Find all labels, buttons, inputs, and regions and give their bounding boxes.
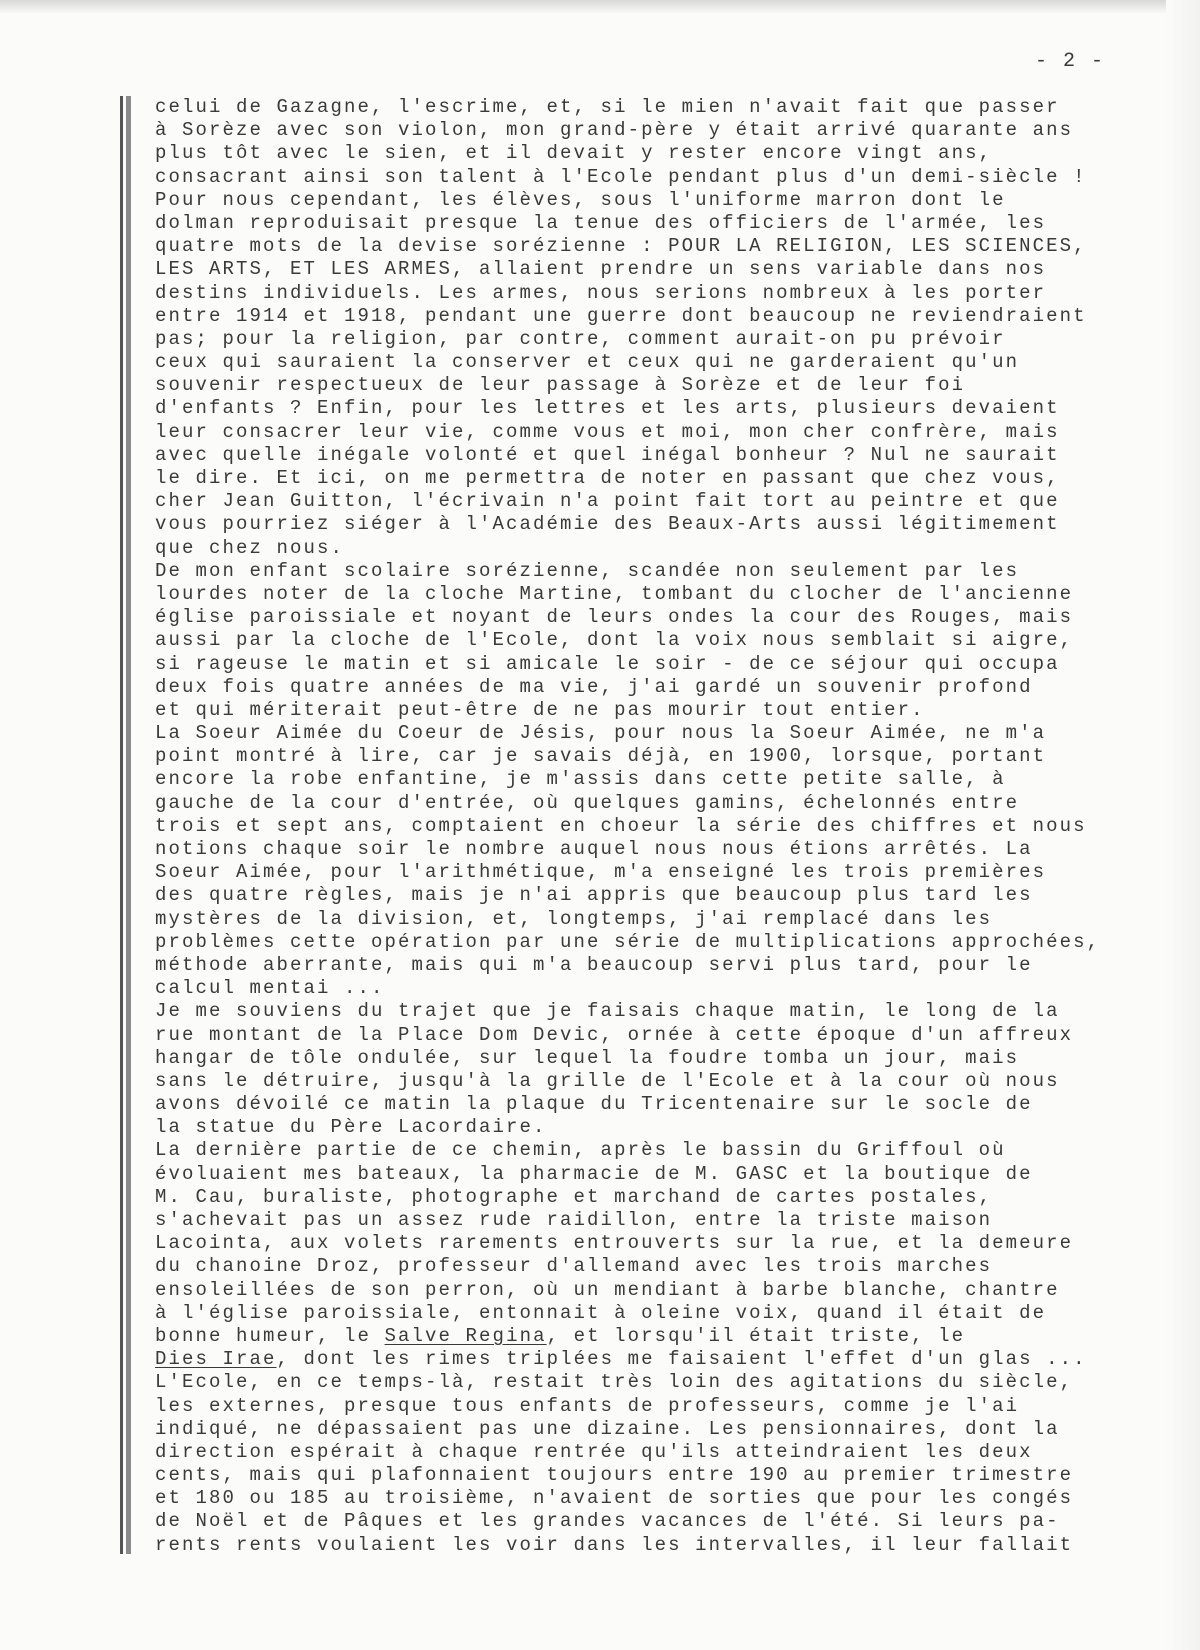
- text-line: gauche de la cour d'entrée, où quelques gamins, échelonnés entre: [155, 791, 1020, 814]
- text-line: si rageuse le matin et si amicale le soir - de ce séjour qui occupa: [155, 652, 1060, 675]
- text-line: L'Ecole, en ce temps-là, restait très loin des agitations du siècle,: [155, 1371, 1074, 1394]
- text-line: rents rents voulaient les voir dans les intervalles, il leur fallait: [155, 1533, 1074, 1556]
- text-line: s'achevait pas un assez rude raidillon, entre la triste maison: [155, 1209, 993, 1231]
- text-line: Soeur Aimée, pour l'arithmétique, m'a enseigné les trois premières: [155, 861, 1047, 884]
- margin-revision-bar-inner: [126, 96, 131, 1554]
- text-line: notions chaque soir le nombre auquel nous nous étions arrêtés. La: [155, 838, 1033, 860]
- text-line: calcul mentai ...: [155, 977, 385, 1000]
- text-line: consacrant ainsi son talent à l'Ecole pendant plus d'un demi-siècle !: [155, 165, 1087, 188]
- text-line: église paroissiale et noyant de leurs ondes la cour des Rouges, mais: [155, 606, 1074, 629]
- underlined-title: Salve Regina: [384, 1324, 547, 1347]
- text-line: de Noël et de Pâques et les grandes vacances de l'été. Si leurs pa-: [155, 1510, 1060, 1533]
- text-line: à Sorèze avec son violon, mon grand-père y était arrivé quarante ans: [155, 119, 1074, 142]
- text-line: cents, mais qui plafonnaient toujours entre 190 au premier trimestre: [155, 1464, 1074, 1487]
- text-line: M. Cau, buraliste, photographe et marchand de cartes postales,: [155, 1185, 993, 1208]
- margin-revision-bar: [120, 96, 123, 1554]
- text-line: De mon enfant scolaire sorézienne, scandée non seulement par les: [155, 559, 1020, 582]
- text-line: Pour nous cependant, les élèves, sous l'uniforme marron dont le: [155, 188, 1006, 211]
- text-line: Lacointa, aux volets rarements entrouverts sur la rue, et la demeure: [155, 1232, 1074, 1255]
- text-line: hangar de tôle ondulée, sur lequel la foudre tomba un jour, mais: [155, 1046, 1020, 1069]
- text-line: la statue du Père Lacordaire.: [155, 1116, 547, 1139]
- text-line: point montré à lire, car je savais déjà, en 1900, lorsque, portant: [155, 745, 1047, 768]
- text-line: que chez nous.: [155, 536, 345, 559]
- text-line: pas; pour la religion, par contre, comment aurait-on pu prévoir: [155, 327, 1006, 350]
- text-line: dolman reproduisait presque la tenue des officiers de l'armée, les: [155, 211, 1047, 234]
- text-line: avons dévoilé ce matin la plaque du Tricentenaire sur le socle de: [155, 1093, 1033, 1116]
- body-text: [155, 96, 1100, 1557]
- text-line: La dernière partie de ce chemin, après le bassin du Griffoul où: [155, 1139, 1006, 1162]
- text-line: problèmes cette opération par une série de multiplications approchées,: [155, 930, 1101, 953]
- text-line: méthode aberrante, mais qui m'a beaucoup servi plus tard, pour le: [155, 953, 1033, 976]
- text-line: ceux qui sauraient la conserver et ceux qui ne garderaient qu'un: [155, 351, 1020, 374]
- text-line: cher Jean Guitton, l'écrivain n'a point fait tort au peintre et que: [155, 490, 1060, 513]
- text-line: mystères de la division, et, longtemps, j'ai remplacé dans les: [155, 907, 993, 930]
- text-line: souvenir respectueux de leur passage à Sorèze et de leur foi: [155, 374, 966, 397]
- scan-right-edge: [1166, 0, 1200, 1650]
- text-line: destins individuels. Les armes, nous serions nombreux à les porter: [155, 281, 1047, 304]
- text-line: encore la robe enfantine, je m'assis dans cette petite salle, à: [155, 768, 1006, 791]
- text-line: Je me souviens du trajet que je faisais chaque matin, le long de la: [155, 1000, 1060, 1023]
- text-line: deux fois quatre années de ma vie, j'ai gardé un souvenir profond: [155, 675, 1033, 698]
- text-line: bonne humeur, le Salve Regina, et lorsqu'il était triste, le: [155, 1324, 966, 1347]
- text-line: direction espérait à chaque rentrée qu'ils atteindraient les deux: [155, 1440, 1033, 1463]
- text-line: leur consacrer leur vie, comme vous et moi, mon cher confrère, mais: [155, 420, 1060, 443]
- text-line: à l'église paroissiale, entonnait à oleine voix, quand il était de: [155, 1301, 1047, 1324]
- text-line: lourdes noter de la cloche Martine, tombant du clocher de l'ancienne: [155, 582, 1074, 605]
- text-line: LES ARTS, ET LES ARMES, allaient prendre un sens variable dans nos: [155, 258, 1047, 281]
- text-line: sans le détruire, jusqu'à la grille de l'Ecole et à la cour où nous: [155, 1069, 1060, 1092]
- text-line: trois et sept ans, comptaient en choeur la série des chiffres et nous: [155, 814, 1087, 837]
- text-line: rue montant de la Place Dom Devic, ornée à cette époque d'un affreux: [155, 1023, 1074, 1046]
- text-line: d'enfants ? Enfin, pour les lettres et les arts, plusieurs devaient: [155, 397, 1060, 420]
- text-line: Dies Irae, dont les rimes triplées me faisaient l'effet d'un glas ...: [155, 1348, 1087, 1371]
- text-line: aussi par la cloche de l'Ecole, dont la voix nous semblait si aigre,: [155, 629, 1074, 652]
- page-number: - 2 -: [1035, 50, 1106, 73]
- text-line: et qui mériterait peut-être de ne pas mourir tout entier.: [155, 698, 925, 721]
- text-line: avec quelle inégale volonté et quel inégal bonheur ? Nul ne saurait: [155, 443, 1060, 466]
- text-line: indiqué, ne dépassaient pas une dizaine. Les pensionnaires, dont la: [155, 1417, 1060, 1440]
- text-line: et 180 ou 185 au troisième, n'avaient de sorties que pour les congés: [155, 1487, 1074, 1510]
- text-line: des quatre règles, mais je n'ai appris que beaucoup plus tard les: [155, 884, 1033, 907]
- text-line: quatre mots de la devise sorézienne : POUR LA RELIGION, LES SCIENCES,: [155, 235, 1087, 258]
- text-line: ensoleillées de son perron, où un mendiant à barbe blanche, chantre: [155, 1278, 1060, 1301]
- text-line: plus tôt avec le sien, et il devait y rester encore vingt ans,: [155, 142, 993, 165]
- text-line: entre 1914 et 1918, pendant une guerre dont beaucoup ne reviendraient: [155, 304, 1087, 327]
- underlined-title: Dies Irae: [155, 1348, 277, 1371]
- text-line: du chanoine Droz, professeur d'allemand avec les trois marches: [155, 1255, 993, 1278]
- text-line: le dire. Et ici, on me permettra de noter en passant que chez vous,: [155, 467, 1060, 489]
- text-line: évoluaient mes bateaux, la pharmacie de M. GASC et la boutique de: [155, 1162, 1033, 1185]
- scan-top-shadow: [0, 0, 1200, 14]
- text-line: vous pourriez siéger à l'Académie des Beaux-Arts aussi légitimement: [155, 513, 1060, 536]
- text-line: La Soeur Aimée du Coeur de Jésis, pour nous la Soeur Aimée, ne m'a: [155, 722, 1047, 745]
- text-line: celui de Gazagne, l'escrime, et, si le mien n'avait fait que passer: [155, 96, 1060, 118]
- text-line: les externes, presque tous enfants de professeurs, comme je l'ai: [155, 1394, 1020, 1417]
